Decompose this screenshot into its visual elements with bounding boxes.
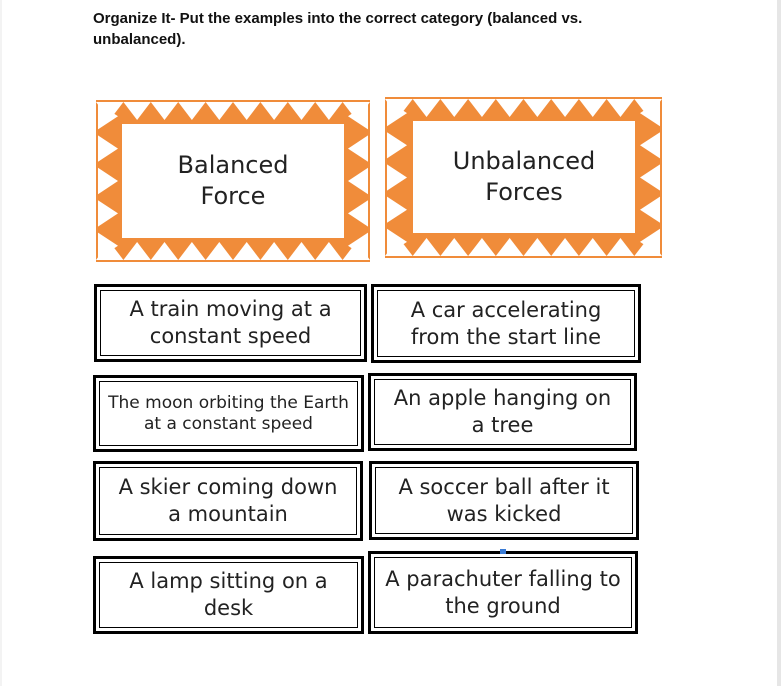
example-card[interactable]: An apple hanging on a tree bbox=[368, 373, 637, 451]
selection-handle[interactable] bbox=[500, 549, 506, 554]
example-card[interactable]: A car accelerating from the start line bbox=[371, 284, 641, 363]
category-label-unbalanced: Unbalanced Forces bbox=[413, 121, 635, 233]
example-card[interactable]: A skier coming down a mountain bbox=[93, 461, 363, 541]
scrollbar[interactable] bbox=[777, 0, 781, 686]
example-card[interactable]: A soccer ball after it was kicked bbox=[369, 461, 639, 540]
example-card[interactable]: A train moving at a constant speed bbox=[94, 284, 367, 362]
category-label-balanced: Balanced Force bbox=[122, 124, 344, 238]
example-card[interactable]: A lamp sitting on a desk bbox=[93, 556, 364, 634]
category-card-unbalanced[interactable] bbox=[385, 97, 662, 258]
example-card[interactable]: The moon orbiting the Earth at a constant speed bbox=[93, 375, 364, 452]
category-card-balanced[interactable] bbox=[96, 100, 370, 262]
instructions-text: Organize It- Put the examples into the correct category (balanced vs. unbalanced). bbox=[93, 10, 583, 48]
example-card-selected[interactable]: A parachuter falling to the ground bbox=[368, 551, 638, 634]
